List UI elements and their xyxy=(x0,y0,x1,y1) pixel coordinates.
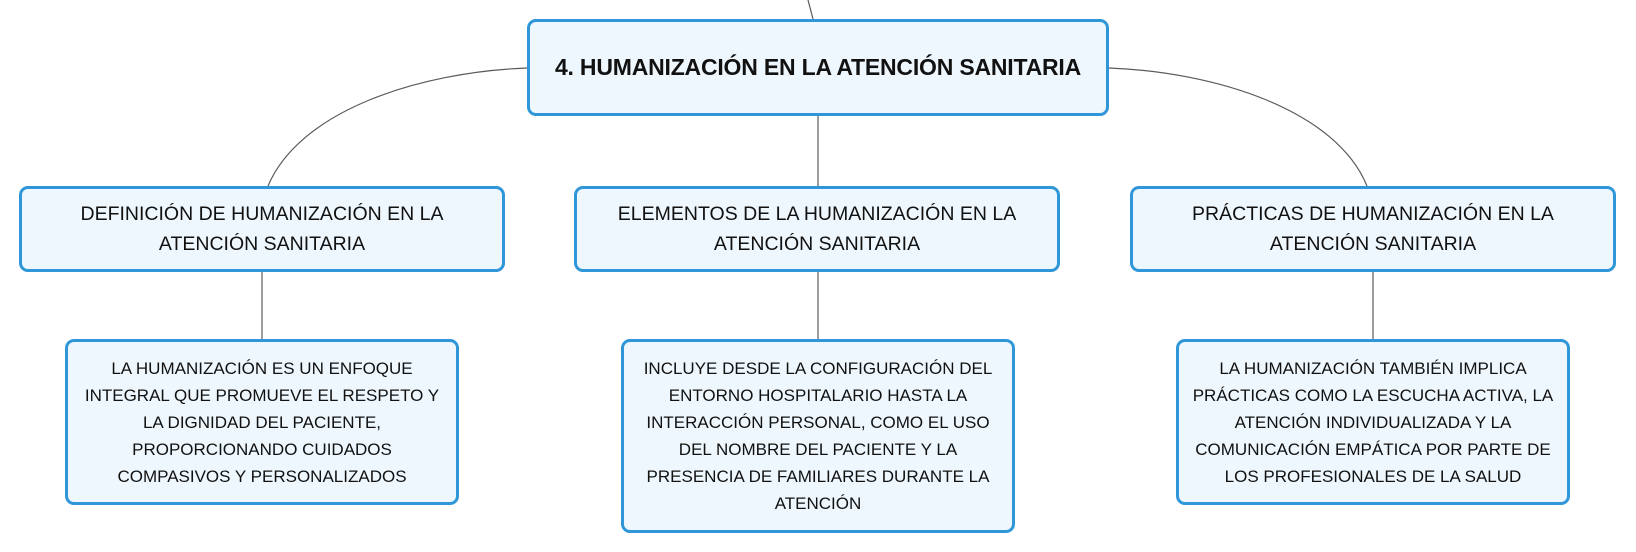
branch-label-elementos: ELEMENTOS DE LA HUMANIZACIÓN EN LA ATENCIÓN SANITARIA xyxy=(617,203,1017,255)
branch-node-definicion[interactable] xyxy=(19,186,505,272)
connector-root-to-branch-definicion xyxy=(268,68,527,186)
leaf-node-elementos[interactable] xyxy=(621,339,1015,533)
root-topic-label: 4. HUMANIZACIÓN EN LA ATENCIÓN SANITARIA xyxy=(554,54,1082,80)
connector-root-to-branch-practicas xyxy=(1109,68,1367,186)
leaf-node-definicion[interactable] xyxy=(65,339,459,505)
branch-label-practicas: PRÁCTICAS DE HUMANIZACIÓN EN LA ATENCIÓN SANITARIA xyxy=(1192,203,1554,255)
leaf-text-definicion: LA HUMANIZACIÓN ES UN ENFOQUE INTEGRAL QUE PROMUEVE EL RESPETO Y LA DIGNIDAD DEL PACIENTE, PROPORCIONANDO CUIDADOS COMPASIVOS Y PERSONALIZADOS xyxy=(84,358,440,486)
leaf-text-practicas: LA HUMANIZACIÓN TAMBIÉN IMPLICA PRÁCTICAS COMO LA ESCUCHA ACTIVA, LA ATENCIÓN INDIVIDUALIZADA Y LA COMUNICACIÓN EMPÁTICA POR PARTE DE LOS PROFESIONALES DE LA SALUD xyxy=(1192,358,1554,486)
branch-label-definicion: DEFINICIÓN DE HUMANIZACIÓN EN LA ATENCIÓN SANITARIA xyxy=(80,203,444,255)
leaf-node-practicas[interactable] xyxy=(1176,339,1570,505)
leaf-text-elementos: INCLUYE DESDE LA CONFIGURACIÓN DEL ENTORNO HOSPITALARIO HASTA LA INTERACCIÓN PERSONAL, COMO EL USO DEL NOMBRE DEL PACIENTE Y LA PRESENCIA DE FAMILIARES DURANTE LA ATENCIÓN xyxy=(643,359,993,513)
branch-node-practicas[interactable] xyxy=(1130,186,1616,272)
root-topic-node[interactable] xyxy=(527,19,1109,116)
branch-node-elementos[interactable] xyxy=(574,186,1060,272)
connector-from-parent xyxy=(808,0,813,19)
